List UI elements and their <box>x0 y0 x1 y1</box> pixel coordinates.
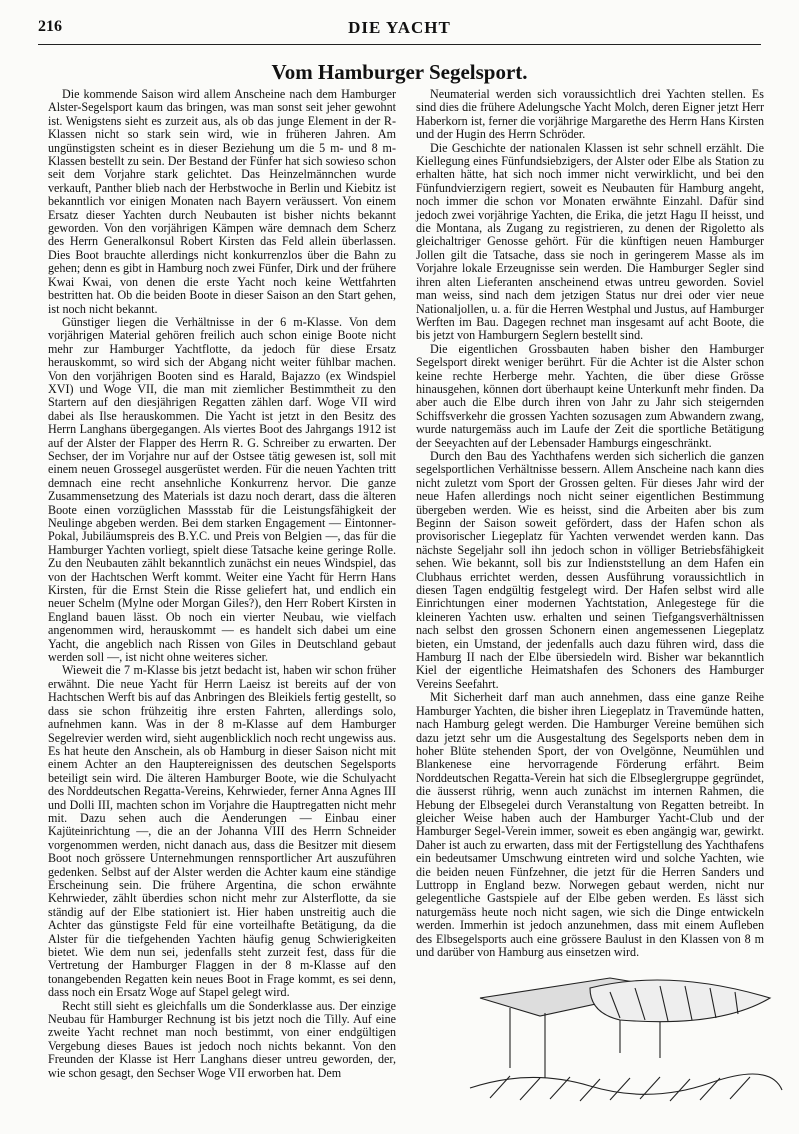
page-header <box>38 18 761 40</box>
journal-title: DIE YACHT <box>348 18 451 37</box>
paragraph: Recht still sieht es gleichfalls um die Sonderklasse aus. Der einzige Neubau für Hamburger Rechnung ist bis jetzt noch die Tilly. Auf eine zweite Yacht rechnet man noch bestimmt, von einer endgültigen Vergebung dieses Baues ist jedoch noch nichts bekannt. Von den Freunden der Klasse ist Herr Langhans dieser untreu geworden, der, wie schon gesagt, den Sechser Woge VII erworben hat. Dem <box>48 998 396 1080</box>
article-title: Vom Hamburger Segelsport. <box>271 60 528 84</box>
paragraph: Mit Sicherheit darf man auch annehmen, dass eine ganze Reihe Hamburger Yachten, die bisher ihren Liegeplatz in Travemünde hatten, nach Hamburg gelegt werden. Die Hamburger Vereine bemühen sich dazu jetzt sehr um die Ausgestaltung des Segelsports neben dem in hoher Blüte stehenden Sport, der von Ovelgönne, Neumühlen und Blankenese eine hervorragende Förderung erfährt. Beim Norddeutschen Regatta-Verein hat sich die Elbseglergruppe gegründet, die äusserst rührig, wenn auch zunächst im internen Rahmen, die Hebung der Elbsegelei durch Veranstaltung von Regatten betreibt. In gleicher Weise haben auch der Hamburger Yacht-Club und der Hamburger Segel-Verein immer, soweit es eben angängig war, gewirkt. Daher ist auch zu erwarten, dass mit der Fertigstellung des Yachthafens ein bedeutsamer Umschwung eintreten wird und solche Yachten, wie die beiden neuen Fünfzehner, die jetzt für die Herren Sanders und Luttropp in England bezw. Norwegen gebaut werden, nicht nur gelegentliche Gastspiele auf der Elbe geben werden. Es lässt sich naturgemäss heute noch nicht sagen, wie sich die Dinge entwickeln werden. Immerhin ist jedoch anzunehmen, dass mit einem Aufleben des Elbsegelsports auch eine grössere Baulust in den Klassen von 8 m und darüber von Hamburg aus einsetzen wird. <box>416 690 764 959</box>
rowboat-hull <box>590 980 770 1022</box>
paragraph: Die kommende Saison wird allem Anscheine nach dem Hamburger Alster-Segelsport kaum das bringen, was man sonst seit jeher gewohnt ist. Wenigstens sieht es zurzeit aus, als ob das junge Element in der R-Klassen nicht so stark sein wird, wie in früheren Jahren. Am ungünstigsten scheint es in dieser Beziehung um die 5 m- und 8 m-Klassen bestellt zu sein. Der Bestand der Fünfer hat sich sowieso schon seit dem Vorjahre stark gelichtet. Das Heinzelmännchen wurde verkauft, Panther blieb nach der Herbstwoche in Berlin und Kiebitz ist bekanntlich vor einigen Monaten nach Bayern veräussert. Von einem Ersatz dieser Yachten durch Neubauten ist bisher nichts bekannt geworden. Von den vorjährigen Kämpen wäre demnach dem Scherz des Herrn Generalkonsul Robert Kirsten das Feld allein überlassen. Dies Boot brauchte allerdings nicht konkurrenzlos über die Bahn zu gehen; denn es gibt in Hamburg noch zwei Fünfer, Dirk und der frühere Kwai Kwai, von denen die erste Yacht noch keine Wettfahrten bestritten hat. Ob die beiden Boote in dieser Saison an den Start gehen, ist noch nicht bekannt. <box>48 87 396 316</box>
hatching <box>490 1076 750 1101</box>
header-rule <box>38 44 761 45</box>
page-number: 216 <box>38 18 62 35</box>
paragraph: Wieweit die 7 m-Klasse bis jetzt bedacht ist, haben wir schon früher erwähnt. Die neue Yacht für Herrn Laeisz ist bereits auf der von Hachtschen Werft bis auf das Anbringen des Bleikiels fertig gestellt, so dass sie schon frühzeitig ihre ersten Fahrten, allerdings solo, aufnehmen kann. Was in der 8 m-Klasse auf dem Hamburger Segelrevier werden wird, sieht augenblicklich noch recht ungewiss aus. Es hat heute den Anschein, als ob Hamburg in dieser Saison nicht mit einem Achter an den Hauptereignissen des deutschen Segelsports beteiligt sein wird. Die älteren Hamburger Boote, wie die Schulyacht des Norddeutschen Regatta-Vereins, Kehrwieder, ferner Anna Agnes III und Dolli III, machten schon im Vorjahre die Hauptregatten nicht mehr mit. Dazu sehen auch die Aenderungen — Einbau einer Kajüteinrichtung —, die an der Johanna VIII des Herrn Schneider vorgenommen werden, nicht danach aus, dass die Besitzer mit diesem Boot noch grössere Unternehmungen rennsportlicher Art auszuführen gedenken. Selbst auf der Alster werden die Achter kaum eine ständige Erscheinung sein. Die frühere Argentina, die schon erwähnte Kehrwieder, zählt überdies schon nicht mehr zur Alsterflotte, da sie ständig auf der Elbe stationiert ist. Hier haben unstreitig auch die Achter das günstigste Feld für eine vorteilhafte Betätigung, da die Alster für die tiefgehenden Yachten häufig genug Schwierigkeiten bietet. Wie dem nun sei, jedenfalls steht zurzeit fest, dass für die Vertretung der Hamburger Flaggen in der 8 m-Klasse auf den tonangebenden Regatten kein neues Boot in Frage kommt, es sei denn, dass noch ein Ersatz Woge auf Stapel gelegt wird. <box>48 663 396 1000</box>
paragraph: Die Geschichte der nationalen Klassen ist sehr schnell erzählt. Die Kiellegung eines Fünfundsiebzigers, der Alster oder Elbe als Station zu erhalten hätte, hat sich noch immer nicht verwirklicht, und bei den Fünfundvierzigern regiert, soweit es Neubauten für Hamburg angeht, noch immer die schon vor Monaten erwähnte Einzahl. Dafür sind jedoch zwei vorjährige Yachten, die Erika, die jetzt Hagu II heisst, und die Montana, als Zugang zu registrieren, zu denen der Rigoletto als gleichaltriger Genosse gehört. Für die künftigen neuen Hamburger Jollen gilt die Tatsache, dass sie noch in geringerem Masse als im Vorjahre lokale Erzeugnisse sein werden. Die Hamburger Segler sind ihren alten Lieferanten anscheinend etwas untreu geworden. Soviel man weiss, sind nach dem jetzigen Status nur drei oder vier neue Nationaljollen, u. a. für die Herren Westphal und Justus, auf Hamburger Werften im Bau. Dagegen rechnet man insgesamt auf acht Boote, die bis jetzt von Hamburgern Seglern bestellt sind. <box>416 140 764 343</box>
boat-sketch-illustration <box>470 958 782 1108</box>
paragraph: Günstiger liegen die Verhältnisse in der 6 m-Klasse. Von dem vorjährigen Material gehören freilich auch schon einige Boote nicht mehr zur Hamburger Yachtflotte, da jedoch für diese Ersatz herauskommt, so wird sich der Abgang nicht weiter fühlbar machen. Von den vorjährigen Booten sind es Harald, Bajazzo (ex Windspiel XVI) und Woge VII, die man mit ziemlicher Bestimmtheit zu den Startern auf den diesjährigen Regatten zählen darf. Woge VII wird dabei als Ilse herauskommen. Die Yacht ist jetzt in den Besitz des Herrn Langhans übergegangen. Als viertes Boot des Jahrgangs 1912 ist auf der Alster der Flapper des Herrn R. G. Schreiber zu erwarten. Der Sechser, der im Vorjahre nur auf der Ostsee tätig gewesen ist, soll mit einem neuen Grossegel ausgerüstet werden. Für die neuen Yachten tritt demnach eine recht ansehnliche Konkurrenz hervor. Die ganze Zusammensetzung des Materials ist dazu noch derart, dass die älteren Boote einen vorzüglichen Massstab für die Leistungsfähigkeit der Neulinge abgeben werden. Bei dem starken Engagement — Eintonner-Pokal, Jubiläumspreis des B.Y.C. und Preis von Belgien —, das für die Hamburger Yachten vorliegt, spielt diese Tatsache keine geringe Rolle. Zu den Neubauten zählt bekanntlich zunächst ein neues Windspiel, das von der Hachtschen Werft kommt. Weiter eine Yacht für Herrn Hans Kirsten, für die Ernst Stein die Risse geliefert hat, und endlich ein neuer Schelm (Mylne oder Morgan Giles?), den Herr Robert Kirsten in England bauen lässt. Ob noch ein vierter Neubau, wie vielfach angenommen wird, herauskommt — es handelt sich dabei um eine Yacht, die angeblich nach Rissen von Giles in Deutschland gebaut werden soll —, ist nicht ohne weiteres sicher. <box>48 314 396 665</box>
left-column <box>48 88 396 1130</box>
paragraph: Durch den Bau des Yachthafens werden sich sicherlich die ganzen segelsportlichen Verhältnisse bessern. Allem Anscheine nach kann dies nicht zuletzt vom Sport der Grossen gelten. Für dieses Jahr wird der neue Hafen allerdings noch nicht seiner eigentlichen Bestimmung übergeben werden. Wie es heisst, sind die Arbeiten aber bis zum Beginn der Saison soweit gefördert, dass der Hafen schon als provisorischer Liegeplatz für Yachten verwendet werden kann. Das nächste Segeljahr soll ihn jedoch schon in völliger Betriebsfähigkeit sehen. Wie bekannt, soll bis zur Indienststellung an dem Hafen ein Clubhaus errichtet werden, dessen Ausführung voraussichtlich in diesen Tagen endgültig festgelegt wird. Der Hafen selbst wird alle Einrichtungen einer modernen Yachtstation, Anlegestege für die kleineren Yachten usw. erhalten und seinen Tiefgangsverhältnissen nach selbst den grossen Schonern einen angemessenen Liegeplatz bieten, ein Umstand, der jedenfalls auch dazu führen wird, dass die Hamburg II nach der Elbe übersiedeln wird. Bisher war bekanntlich Kiel der eigentliche Heimatshafen des Schoners des Hamburger Vereins Seefahrt. <box>416 448 764 691</box>
right-column <box>416 87 764 959</box>
paragraph: Die eigentlichen Grossbauten haben bisher den Hamburger Segelsport direkt weniger berührt. Für die Achter ist die Alster schon keine rechte Herberge mehr. Yachten, die über diese Grösse hinausgehen, können dort überhaupt keine Unterkunft mehr finden. Da aber auch die Elbe durch ihren von Jahr zu Jahr sich steigernden Schiffsverkehr die grossen Yachten sozusagen zum Abwandern zwang, wurde naturgemäss auch im Laufe der Zeit die sportliche Betätigung der Seeyachten auf der Lebensader Hamburgs eingeschränkt. <box>416 341 764 450</box>
shore-reeds <box>470 1074 782 1094</box>
paragraph: Neumaterial werden sich voraussichtlich drei Yachten stellen. Es sind dies die frühere Adelungsche Yacht Molch, deren Eigner jetzt Herr Haberkorn ist, ferner die vorjährige Margarethe des Herrn Hans Kirsten und der Hugin des Herrn Schröder. <box>416 87 764 142</box>
